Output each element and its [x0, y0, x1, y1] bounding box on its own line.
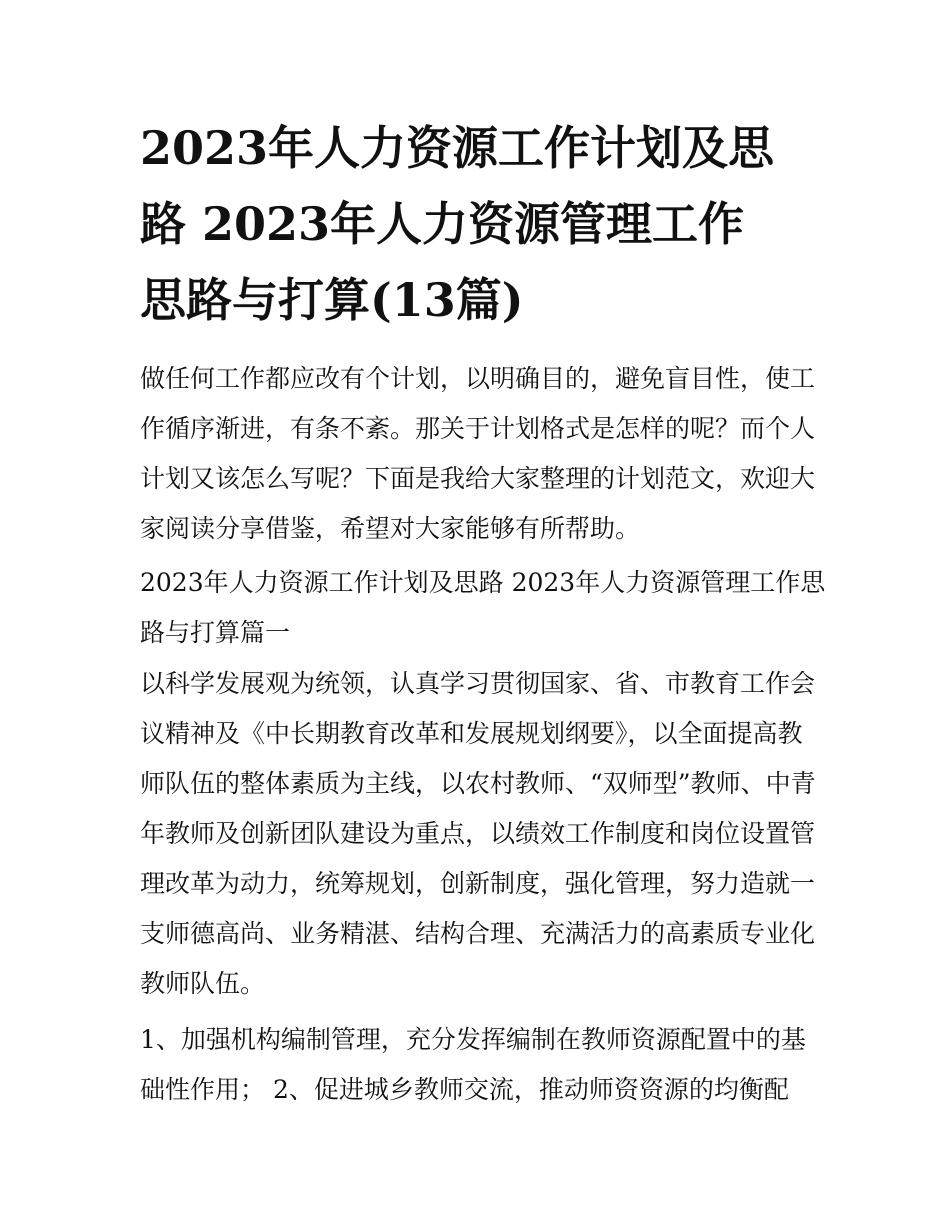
text-line: 础性作用； 2、促进城乡教师交流，推动师资资源的均衡配 [140, 1075, 789, 1104]
intro-paragraph [140, 354, 820, 554]
title-line: 思路与打算(13篇) [140, 273, 524, 327]
list-paragraph [140, 1015, 820, 1115]
text-line: 1、加强机构编制管理，充分发挥编制在教师资源配置中的基 [140, 1025, 806, 1054]
text-line: 2023年人力资源工作计划及思路 2023年人力资源管理工作思 [140, 568, 826, 597]
text-line: 计划又该怎么写呢？下面是我给大家整理的计划范文，欢迎大 [140, 464, 816, 493]
text-line: 理改革为动力，统筹规划，创新制度，强化管理，努力造就一 [140, 869, 816, 898]
document-title [140, 110, 820, 338]
text-line: 路与打算篇一 [140, 618, 291, 647]
text-line: 师队伍的整体素质为主线，以农村教师、“双师型”教师、中青 [140, 769, 816, 798]
title-line: 路 2023年人力资源管理工作 [140, 197, 745, 251]
text-line: 教师队伍。 [140, 969, 266, 998]
text-line: 年教师及创新团队建设为重点，以绩效工作制度和岗位设置管 [140, 819, 816, 848]
text-line: 支师德高尚、业务精湛、结构合理、充满活力的高素质专业化 [140, 919, 816, 948]
text-line: 家阅读分享借鉴，希望对大家能够有所帮助。 [140, 514, 641, 543]
text-line: 做任何工作都应改有个计划，以明确目的，避免盲目性，使工 [140, 364, 816, 393]
text-line: 以科学发展观为统领，认真学习贯彻国家、省、市教育工作会 [140, 669, 816, 698]
section-heading [140, 558, 826, 658]
text-line: 议精神及《中长期教育改革和发展规划纲要》，以全面提高教 [140, 719, 803, 748]
title-line: 2023年人力资源工作计划及思 [140, 121, 775, 175]
body-paragraph [140, 659, 820, 1009]
text-line: 作循序渐进，有条不紊。那关于计划格式是怎样的呢？而个人 [140, 414, 816, 443]
